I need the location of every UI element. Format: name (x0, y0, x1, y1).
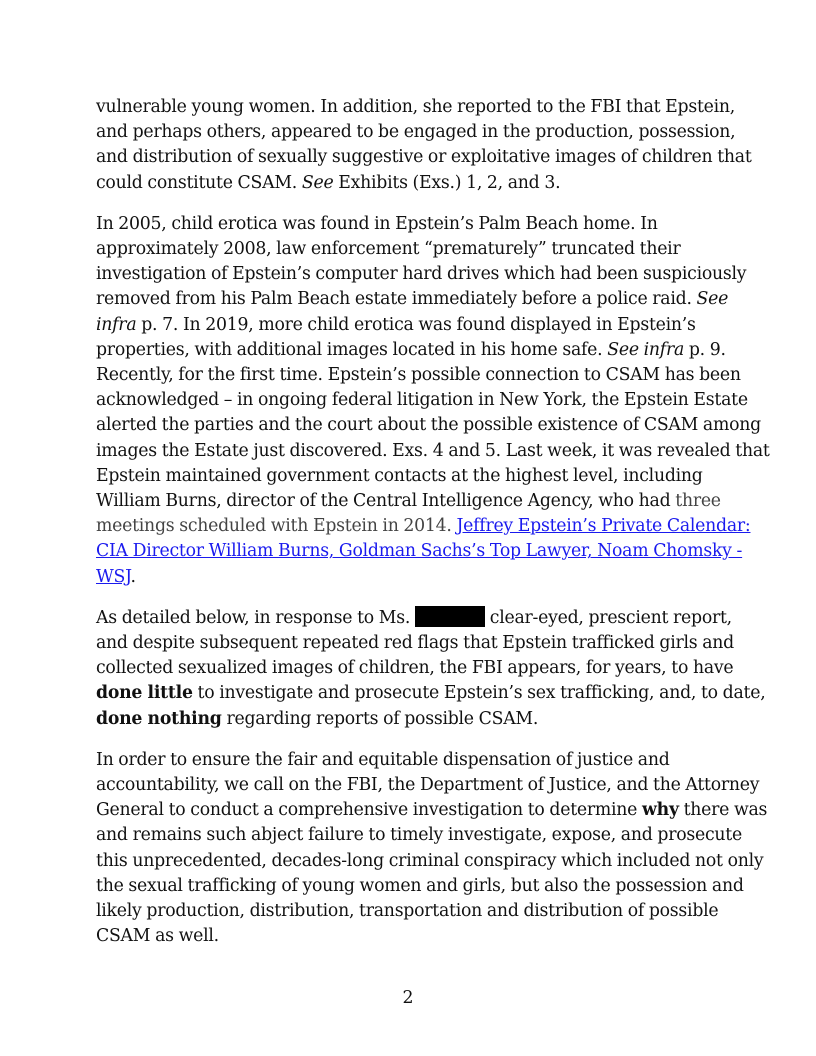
paragraph-1 (96, 95, 752, 196)
text-run-gray: three (675, 491, 721, 512)
bold-emphasis: done nothing (96, 708, 222, 729)
text-line (96, 338, 726, 363)
text-line (96, 287, 729, 312)
bold-emphasis: done little (96, 683, 193, 704)
wsj-article-link[interactable]: WSJ (96, 566, 131, 587)
text-line (96, 514, 751, 539)
document-body (96, 95, 770, 966)
text-run: regarding reports of possible CSAM. (226, 708, 539, 729)
text-run: to investigate and prosecute Epstein’s sex trafficking, and, to date, (197, 683, 766, 704)
text-line (96, 606, 732, 631)
text-line: In 2005, child erotica was found in Epstein’s Palm Beach home. In (96, 213, 658, 234)
italic-signal: See (696, 289, 729, 310)
paragraph-3 (96, 606, 766, 732)
text-line: vulnerable young women. In addition, she reported to the FBI that Epstein, (96, 97, 736, 117)
text-line: collected sexualized images of children, the FBI appears, for years, to have (96, 658, 734, 679)
redaction-box (415, 606, 485, 627)
text-line (96, 798, 768, 823)
wsj-article-link[interactable]: Jeffrey Epstein’s Private Calendar: (456, 516, 751, 537)
text-line: Recently, for the first time. Epstein’s possible connection to CSAM has been (96, 365, 741, 386)
text-line (96, 707, 726, 732)
page-number: 2 (402, 988, 414, 1008)
text-run: there was (683, 800, 768, 821)
text-line (96, 565, 726, 590)
text-run: William Burns, director of the Central Intelligence Agency, who had (96, 491, 671, 512)
text-line: acknowledged – in ongoing federal litigation in New York, the Epstein Estate (96, 390, 748, 411)
italic-signal: infra (96, 314, 137, 335)
text-run: properties, with additional images located in his home safe. (96, 339, 603, 360)
text-line (96, 539, 743, 564)
italic-signal: See (301, 172, 334, 193)
italic-signal: See infra (607, 339, 685, 360)
text-line: Epstein maintained government contacts at the highest level, including (96, 465, 703, 486)
text-line: and despite subsequent repeated red flags that Epstein trafficked girls and (96, 633, 734, 654)
text-run: p. 9. (688, 339, 726, 360)
text-line: alerted the parties and the court about the possible existence of CSAM among (96, 415, 761, 436)
text-line (96, 681, 766, 706)
text-line: In order to ensure the fair and equitable dispensation of justice and (96, 749, 670, 770)
text-line: and remains such abject failure to timely investigate, expose, and prosecute (96, 825, 742, 846)
text-line: the sexual trafficking of young women and girls, but also the possession and (96, 875, 744, 896)
text-run: removed from his Palm Beach estate immediately before a police raid. (96, 289, 692, 310)
text-line (96, 171, 726, 196)
text-line: likely production, distribution, transportation and distribution of possible (96, 901, 719, 922)
paragraph-4 (96, 748, 768, 950)
text-line: approximately 2008, law enforcement “prematurely” truncated their (96, 239, 681, 260)
paragraph-2 (96, 212, 770, 590)
text-run: Exhibits (Exs.) 1, 2, and 3. (338, 172, 561, 193)
text-line: accountability, we call on the FBI, the Department of Justice, and the Attorney (96, 775, 760, 796)
text-line: investigation of Epstein’s computer hard drives which had been suspiciously (96, 264, 747, 285)
text-run: General to conduct a comprehensive investigation to determine (96, 800, 638, 821)
text-line (96, 489, 726, 514)
bold-emphasis: why (642, 800, 679, 821)
text-line: images the Estate just discovered. Exs. 4 and 5. Last week, it was revealed that (96, 440, 770, 461)
text-line: CSAM as well. (96, 926, 219, 947)
text-line: and distribution of sexually suggestive or exploitative images of children that (96, 147, 752, 168)
text-run: could constitute CSAM. (96, 172, 298, 193)
text-run: As detailed below, in response to Ms. (96, 607, 411, 628)
text-run: clear-eyed, prescient report, (489, 607, 732, 628)
text-line: and perhaps others, appeared to be engaged in the production, possession, (96, 122, 736, 143)
text-line (96, 313, 726, 338)
text-run-gray: meetings scheduled with Epstein in 2014. (96, 516, 452, 537)
wsj-article-link[interactable]: CIA Director William Burns, Goldman Sachs’s Top Lawyer, Noam Chomsky - (96, 541, 743, 562)
text-line: this unprecedented, decades-long criminal conspiracy which included not only (96, 850, 764, 871)
text-run: p. 7. In 2019, more child erotica was found displayed in Epstein’s (141, 314, 696, 335)
text-run: . (130, 566, 136, 587)
